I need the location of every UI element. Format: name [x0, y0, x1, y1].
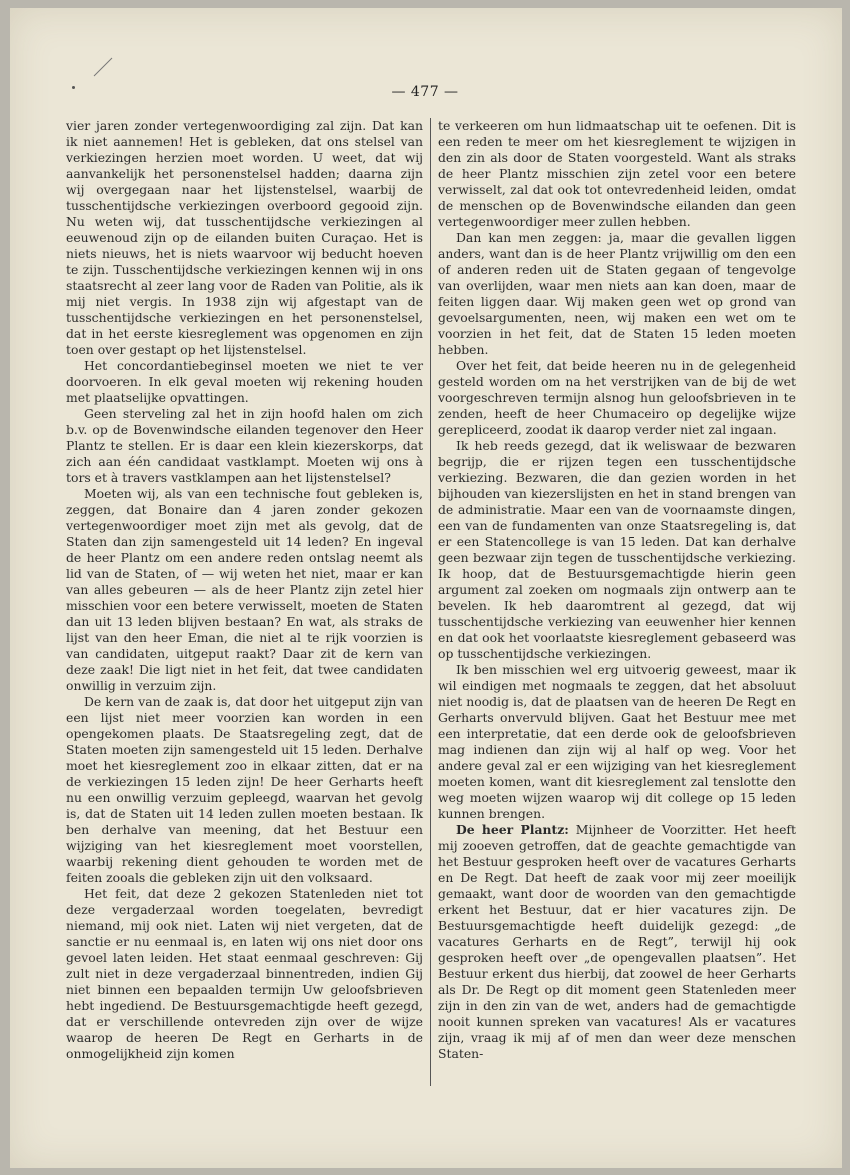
speech-paragraph: [438, 822, 796, 1062]
paragraph: Dan kan men zeggen: ja, maar die gevallen liggen anders, want dan is de heer Plantz vrijwillig om den een of anderen reden uit de Staten gegaan of tengevolge van overlijden, waar men niets aan kan doen, maar de feiten liggen daar. Wij maken geen wet op grond van gevoelsargumenten, neen, wij maken een wet om te voorzien in het feit, dat de Staten 15 leden moeten hebben.: [438, 230, 796, 357]
paragraph: Moeten wij, als van een technische fout gebleken is, zeggen, dat Bonaire dan 4 jaren zonder gekozen vertegenwoordiger moet zijn met als gevolg, dat de Staten dan zijn samengesteld uit 14 leden? En ingeval de heer Plantz om een andere reden ontslag neemt als lid van de Staten, of — wij weten het niet, maar er kan van alles gebeuren — als de heer Plantz zijn zetel hier misschien voor een betere verwisselt, moeten de Staten dan uit 13 leden blijven bestaan? En wat, als straks de lijst van den heer Eman, die niet al te rijk voorzien is van candidaten, uitgeput raakt? Daar zit de kern van deze zaak! Die ligt niet in het feit, dat twee candidaten onwillig in verzuim zijn.: [66, 486, 423, 693]
paragraph: Geen sterveling zal het in zijn hoofd halen om zich b.v. op de Bovenwindsche eilanden tegenover den Heer Plantz te stellen. Er is daar een klein kiezerskorps, dat zich aan één candidaat vastklampt. Moeten wij ons à tors et à travers vastklampen aan het lijstenstelsel?: [66, 406, 423, 485]
right-column: [438, 118, 796, 1062]
paragraph: Over het feit, dat beide heeren nu in de gelegenheid gesteld worden om na het verstrijken van de bij de wet voorgeschreven termijn alsnog hun geloofsbrieven in te zenden, heeft de heer Chumaceiro op degelijke wijze gerepliceerd, zoodat ik daarop verder niet zal ingaan.: [438, 358, 796, 437]
speech-text: Mijnheer de Voorzitter. Het heeft mij zooeven getroffen, dat de geachte gemachtigde van het Bestuur gesproken heeft over de vacatures Gerharts en De Regt. Dat heeft de zaak voor mij zeer moeilijk gemaakt, want door de woorden van den gemachtigde erkent het Bestuur, dat er hier vacatures zijn. De Bestuursgemachtigde heeft duidelijk gezegd: „de vacatures Gerharts en de Regt”, terwijl hij ook gesproken heeft over „de opengevallen plaatsen”. Het Bestuur erkent dus hierbij, dat zoowel de heer Gerharts als Dr. De Regt op dit moment geen Statenleden meer zijn in den zin van de wet, anders had de gemachtigde nooit kunnen spreken van vacatures! Als er vacatures zijn, vraag ik mij af of men dan weer deze menschen Staten-: [438, 822, 796, 1061]
paragraph: Ik heb reeds gezegd, dat ik weliswaar de bezwaren begrijp, die er rijzen tegen een tusschentijdsche verkiezing. Bezwaren, die dan gezien worden in het bijhouden van kiezerslijsten en het in stand brengen van de administratie. Maar een van de voornaamste dingen, een van de fundamenten van onze Staatsregeling is, dat er een Statencollege is van 15 leden. Dat kan derhalve geen bezwaar zijn tegen de tusschentijdsche verkiezing. Ik hoop, dat de Bestuursgemachtigde hierin geen argument zal zoeken om nogmaals zijn ontwerp aan te bevelen. Ik heb daaromtrent al gezegd, dat wij tusschentijdsche verkiezing van eeuwenher hier kennen en dat ook het voorlaatste kiesreglement gebaseerd was op tusschentijdsche verkiezingen.: [438, 438, 796, 661]
left-column: [66, 118, 423, 1062]
paragraph: Het concordantiebeginsel moeten we niet te ver doorvoeren. In elk geval moeten wij rekening houden met plaatselijke opvattingen.: [66, 358, 423, 405]
paragraph: Het feit, dat deze 2 gekozen Statenleden niet tot deze vergaderzaal worden toegelaten, bevredigt niemand, mij ook niet. Laten wij niet vergeten, dat de sanctie er nu eenmaal is, en laten wij ons niet door ons gevoel laten leiden. Het staat eenmaal geschreven: Gij zult niet in deze vergaderzaal binnentreden, indien Gij niet binnen een bepaalden termijn Uw geloofsbrieven hebt ingediend. De Bestuursgemachtigde heeft gezegd, dat er verschillende ontevreden zijn over de wijze waarop de heeren De Regt en Gerharts in de onmogelijkheid zijn komen: [66, 886, 423, 1061]
paragraph: te verkeeren om hun lidmaatschap uit te oefenen. Dit is een reden te meer om het kiesreglement te wijzigen in den zin als door de Staten voorgesteld. Want als straks de heer Plantz misschien zijn zetel voor een betere verwisselt, zal dat ook tot ontevredenheid leiden, omdat de menschen op de Bovenwindsche eilanden dan geen vertegenwoordiger meer zullen hebben.: [438, 118, 796, 229]
page-number: — 477 —: [391, 84, 459, 100]
column-divider: [430, 118, 431, 1086]
speaker-name: De heer Plantz:: [456, 822, 569, 837]
pencil-stroke-mark: [92, 56, 114, 78]
paragraph: De kern van de zaak is, dat door het uitgeput zijn van een lijst niet meer voorzien kan worden in een opengekomen plaats. De Staatsregeling zegt, dat de Staten moeten zijn samengesteld uit 15 leden. Derhalve moet het kiesreglement zoo in elkaar zitten, dat er na de verkiezingen 15 leden zijn! De heer Gerharts heeft nu een onwillig verzuim gepleegd, waarvan het gevolg is, dat de Staten uit 14 leden zullen moeten bestaan. Ik ben derhalve van meening, dat het Bestuur een wijziging van het kiesreglement moet voorstellen, waarbij rekening dient gehouden te worden met de feiten zooals die gebleken zijn uit den volksaard.: [66, 694, 423, 885]
paragraph: Ik ben misschien wel erg uitvoerig geweest, maar ik wil eindigen met nogmaals te zeggen, dat het absoluut niet noodig is, dat de plaatsen van de heeren De Regt en Gerharts onvervuld blijven. Gaat het Bestuur mee met een interpretatie, dat een derde ook de geloofsbrieven mag indienen dan zijn wij al half op weg. Voor het andere geval zal er een wijziging van het kiesreglement moeten komen, want dit kiesreglement zal tenslotte den weg moeten wijzen waarop wij dit college op 15 leden kunnen brengen.: [438, 662, 796, 821]
paragraph: vier jaren zonder vertegenwoordiging zal zijn. Dat kan ik niet aannemen! Het is gebleken, dat ons stelsel van verkiezingen herzien moet worden. U weet, dat wij aanvankelijk het personenstelsel hadden; daarna zijn wij overgegaan naar het lijstenstelsel, waarbij de tusschentijdsche verkiezingen overboord gegooid zijn. Nu weten wij, dat tusschentijdsche verkiezingen al eeuwenoud zijn op de eilanden buiten Curaçao. Het is niets nieuws, het is niets waarvoor wij beducht hoeven te zijn. Tusschentijdsche verkiezingen kennen wij in ons staatsrecht al zeer lang voor de Raden van Politie, als ik mij niet vergis. In 1938 zijn wij afgestapt van de tusschentijdsche verkiezingen en het personenstelsel, dat in het eerste kiesreglement was opgenomen en zijn toen over gestapt op het lijstenstelsel.: [66, 118, 423, 357]
